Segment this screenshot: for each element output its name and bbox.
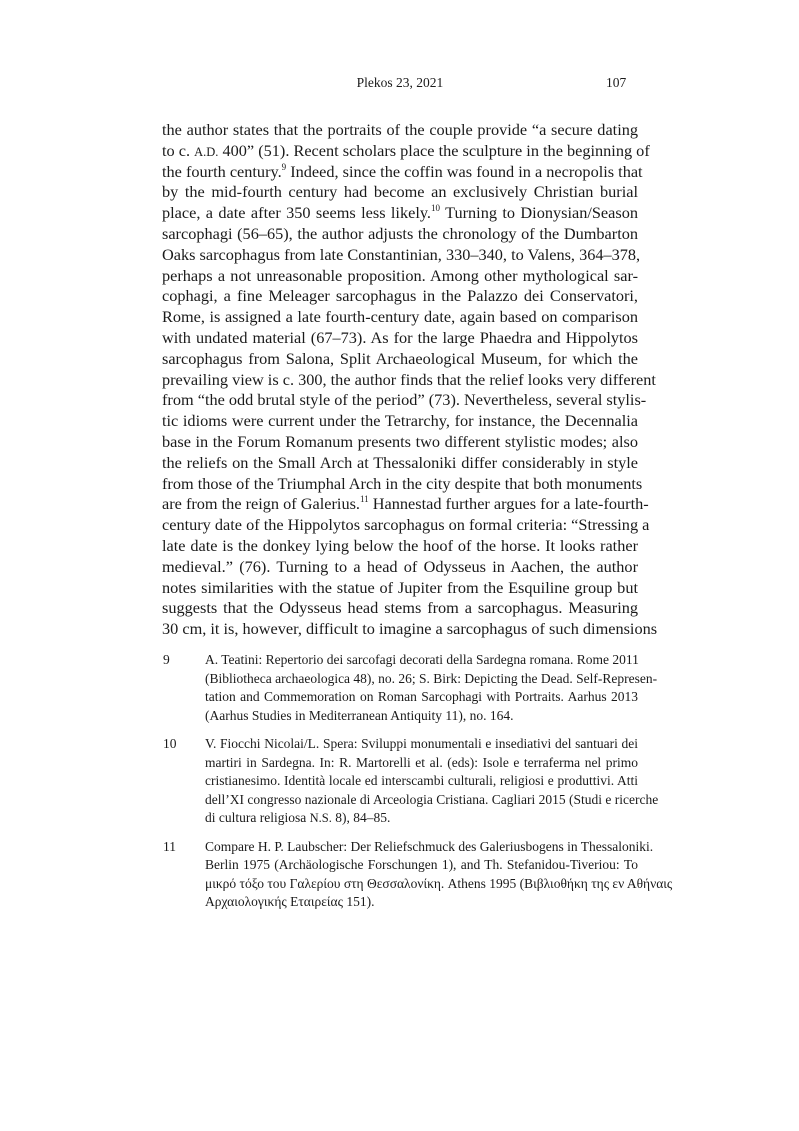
footnote-line: dell’XI congresso nazionale di Arceologia Cristiana. Cagliari 2015 (Studi e ricerche: [205, 791, 659, 807]
body-line: century date of the Hippolytos sarcophagus on formal criteria: “Stressing a: [162, 515, 650, 535]
body-line: Oaks sarcophagus from late Constantinian, 330–340, to Valens, 364–378,: [162, 244, 641, 264]
small-caps-text: N.S.: [309, 811, 332, 825]
body-line: by the mid-fourth century had become an exclusively Christian burial: [162, 182, 638, 202]
page-number: 107: [606, 75, 627, 90]
body-line: suggests that the Odysseus head stems from a sarcophagus. Measuring: [162, 598, 638, 618]
body-line: from “the odd brutal style of the period” (73). Nevertheless, several stylis-: [162, 390, 647, 410]
body-line: to c. A.D. 400” (51). Recent scholars place the sculpture in the beginning of: [162, 140, 650, 160]
footnote-line: (Bibliotheca archaeologica 48), no. 26; S. Birk: Depicting the Dead. Self-Represen-: [205, 670, 658, 686]
footnote-number: 10: [163, 736, 177, 751]
body-line: the fourth century.$^9$ Indeed, since the coffin was found in a necropolis that: [162, 161, 643, 181]
body-line: base in the Forum Romanum presents two different stylistic modes; also: [162, 432, 638, 451]
body-line: 30 cm, it is, however, difficult to imagine a sarcophagus of such dimensions: [162, 619, 658, 639]
footnote-line: V. Fiocchi Nicolai/L. Spera: Sviluppi monumentali e insediativi del santuari dei: [205, 736, 638, 751]
body-line: medieval.” (76). Turning to a head of Odysseus in Aachen, the author: [162, 556, 638, 576]
body-line: are from the reign of Galerius.$^{11}$ Hannestad further argues for a late-fourth-: [162, 494, 649, 514]
footnote-number: 9: [163, 652, 170, 667]
footnote-line: Αρχαιολογικής Εταιρείας 151).: [205, 894, 375, 909]
body-line: with undated material (67–73). As for the large Phaedra and Hippolytos: [162, 328, 638, 347]
footnote-reference[interactable]: 11: [360, 494, 369, 505]
footnote-line: di cultura religiosa N.S. 8), 84–85.: [205, 810, 391, 825]
footnote-line: martiri in Sardegna. In: R. Martorelli et al. (eds): Isole e terraferma nel primo: [205, 754, 638, 770]
running-header: Plekos 23, 2021: [356, 75, 444, 90]
footnote-line: (Aarhus Studies in Mediterranean Antiquity 11), no. 164.: [205, 707, 514, 723]
footnote-line: μικρό τόξο του Γαλερίου στη Θεσσαλονίκη. Athens 1995 (Βιβλιοθήκη της εν Αθήναις: [205, 875, 673, 891]
body-line: Rome, is assigned a late fourth-century date, again based on comparison: [162, 307, 638, 327]
footnote-line: Berlin 1975 (Archäologische Forschungen 1), and Th. Stefanidou-Tiveriou: Το: [205, 857, 638, 872]
body-line: late date is the donkey lying below the hoof of the horse. It looks rather: [162, 536, 638, 555]
footnote-reference[interactable]: 9: [281, 161, 287, 172]
small-caps-text: A.D.: [194, 144, 219, 159]
footnote-line: tation and Commemoration on Roman Sarcophagi with Portraits. Aarhus 2013: [205, 689, 638, 704]
body-line: sarcophagus from Salona, Split Archaeological Museum, for which the: [162, 348, 638, 368]
footnote-reference[interactable]: 10: [431, 203, 441, 214]
body-line: from those of the Triumphal Arch in the city despite that both monuments: [162, 473, 643, 493]
body-line: sarcophagi (56–65), the author adjusts the chronology of the Dumbarton: [162, 224, 638, 243]
body-line: notes similarities with the statue of Jupiter from the Esquiline group but: [162, 577, 638, 597]
body-line: cophagi, a fine Meleager sarcophagus in the Palazzo dei Conservatori,: [162, 286, 638, 306]
footnote-line: Compare H. P. Laubscher: Der Reliefschmuck des Galeriusbogens in Thessaloniki.: [205, 838, 654, 854]
body-line: prevailing view is c. 300, the author finds that the relief looks very different: [162, 369, 656, 389]
body-line: tic idioms were current under the Tetrarchy, for instance, the Decennalia: [162, 411, 638, 431]
body-line: place, a date after 350 seems less likely.$^{10}$ Turning to Dionysian/Season: [162, 203, 639, 223]
footnote-line: cristianesimo. Identità locale ed interscambi culturali, religiosi e produttivi. Atti: [205, 773, 638, 788]
footnote-line: A. Teatini: Repertorio dei sarcofagi decorati della Sardegna romana. Rome 2011: [205, 652, 639, 667]
body-line: perhaps a not unreasonable proposition. Among other mythological sar-: [162, 265, 638, 285]
footnote-number: 11: [163, 838, 176, 854]
body-line: the reliefs on the Small Arch at Thessaloniki differ considerably in style: [162, 452, 638, 472]
body-line: the author states that the portraits of the couple provide “a secure dating: [162, 120, 638, 139]
